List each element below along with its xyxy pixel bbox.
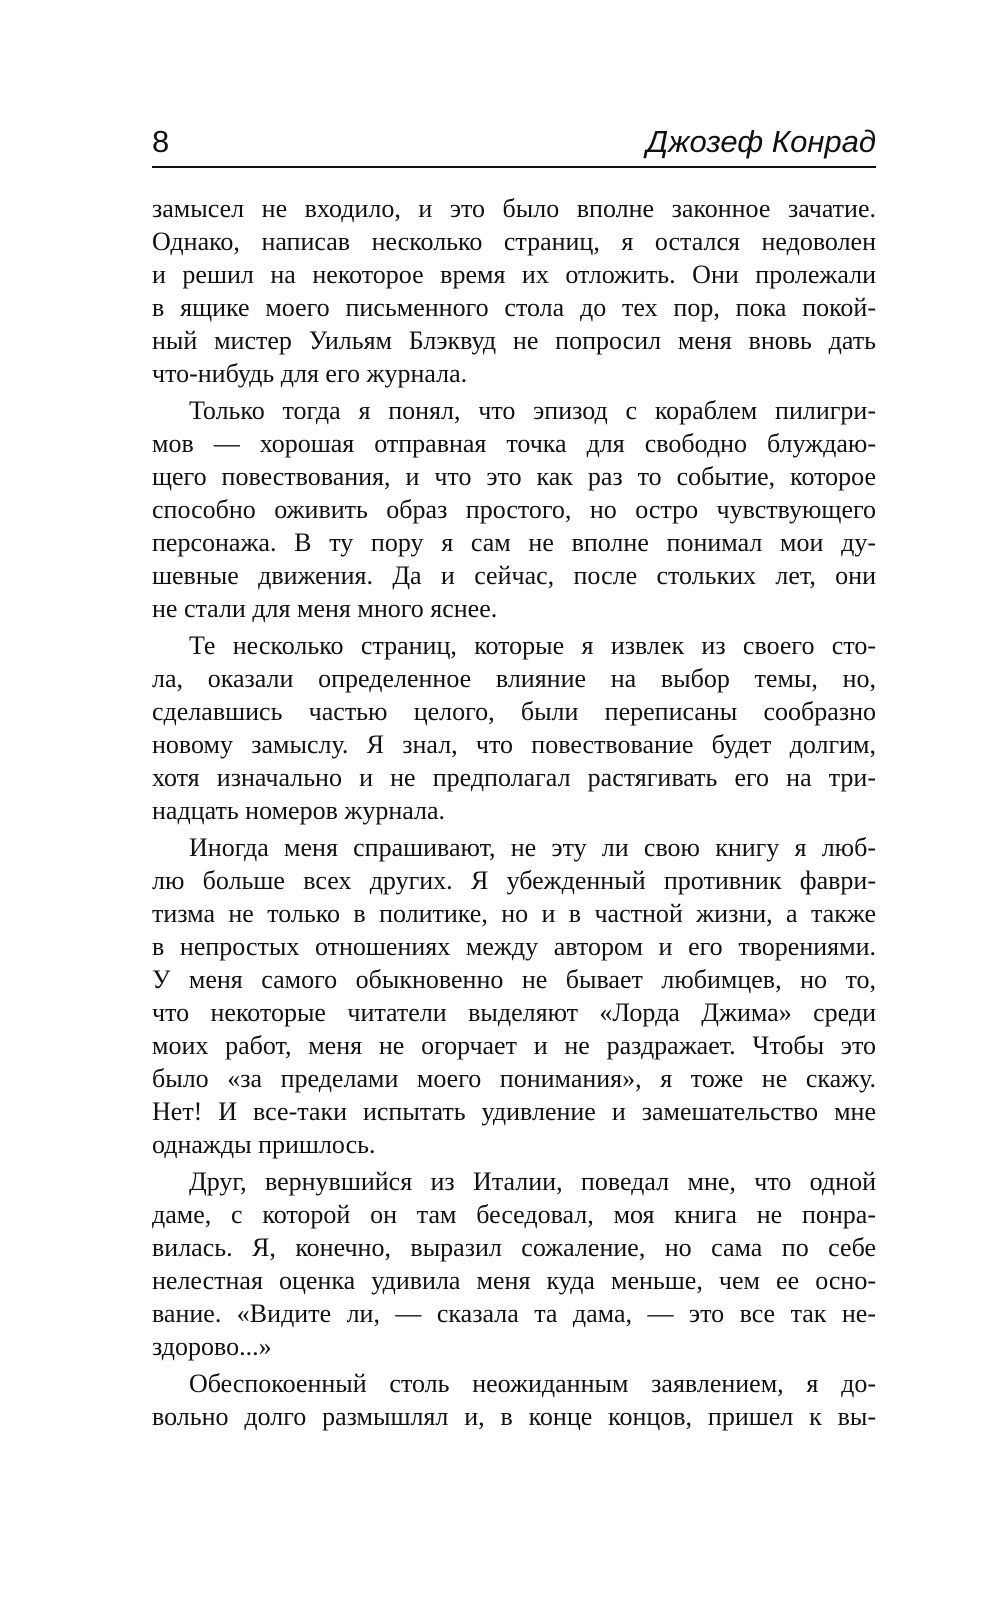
text-line: нелестная оценка удивила меня куда меньше, чем ее осно-	[152, 1266, 876, 1295]
body-text	[152, 192, 876, 1433]
text-line: здорово...»	[152, 1332, 272, 1361]
text-line: что некоторые читатели выделяют «Лорда Джима» среди	[152, 998, 876, 1027]
text-line: не стали для меня много яснее.	[152, 594, 498, 623]
text-line: однажды пришлось.	[152, 1130, 376, 1159]
paragraph	[152, 1165, 876, 1363]
text-line: и решил на некоторое время их отложить. Они пролежали	[152, 260, 876, 289]
text-line: Иногда меня спрашивают, не эту ли свою книгу я люб-	[189, 833, 876, 862]
paragraph	[152, 394, 876, 625]
book-page	[152, 118, 876, 1437]
text-line: Те несколько страниц, которые я извлек из своего сто-	[189, 631, 876, 660]
text-line: было «за пределами моего понимания», я тоже не скажу.	[152, 1064, 876, 1093]
text-line: Нет! И все-таки испытать удивление и замешательство мне	[152, 1097, 876, 1126]
text-line: лю больше всех других. Я убежденный противник фаври-	[152, 866, 876, 895]
text-line: хотя изначально и не предполагал растягивать его на три-	[152, 763, 876, 792]
text-line: шевные движения. Да и сейчас, после стольких лет, они	[152, 561, 876, 590]
text-line: Обеспокоенный столь неожиданным заявлением, я до-	[189, 1369, 876, 1398]
text-line: способно оживить образ простого, но остро чувствующего	[152, 495, 876, 524]
paragraph	[152, 831, 876, 1161]
text-line: сделавшись частью целого, были переписаны сообразно	[152, 697, 876, 726]
text-line: мов — хорошая отправная точка для свободно блуждаю-	[152, 429, 876, 458]
text-line: ный мистер Уильям Блэквуд не попросил меня вновь дать	[152, 326, 876, 355]
running-head-author: Джозеф Конрад	[646, 124, 876, 159]
text-line: вольно долго размышлял и, в конце концов, пришел к вы-	[152, 1402, 876, 1431]
text-line: в ящике моего письменного стола до тех пор, пока покой-	[152, 293, 876, 322]
text-line: новому замыслу. Я знал, что повествование будет долгим,	[152, 730, 876, 759]
text-line: вилась. Я, конечно, выразил сожаление, но сама по себе	[152, 1233, 876, 1262]
text-line: ла, оказали определенное влияние на выбор темы, но,	[152, 664, 876, 693]
text-line: Друг, вернувшийся из Италии, поведал мне, что одной	[189, 1167, 876, 1196]
text-line: замысел не входило, и это было вполне законное зачатие.	[152, 194, 876, 223]
text-line: Только тогда я понял, что эпизод с кораблем пилигри-	[189, 396, 876, 425]
page-number: 8	[152, 124, 170, 159]
paragraph	[152, 192, 876, 390]
text-line: персонажа. В ту пору я сам не вполне понимал мои ду-	[152, 528, 876, 557]
text-line: щего повествования, и что это как раз то событие, которое	[152, 462, 876, 491]
paragraph	[152, 629, 876, 827]
text-line: вание. «Видите ли, — сказала та дама, — это все так не-	[152, 1299, 876, 1328]
text-line: У меня самого обыкновенно не бывает любимцев, но то,	[152, 965, 876, 994]
text-line: моих работ, меня не огорчает и не раздражает. Чтобы это	[152, 1031, 876, 1060]
text-line: Однако, написав несколько страниц, я остался недоволен	[152, 227, 876, 256]
text-line: что-нибудь для его журнала.	[152, 359, 468, 388]
text-line: в непростых отношениях между автором и его творениями.	[152, 932, 876, 961]
text-line: даме, с которой он там беседовал, моя книга не понра-	[152, 1200, 876, 1229]
text-line: тизма не только в политике, но и в частной жизни, а также	[152, 899, 876, 928]
text-line: надцать номеров журнала.	[152, 796, 446, 825]
page-header	[152, 118, 876, 168]
paragraph	[152, 1367, 876, 1433]
